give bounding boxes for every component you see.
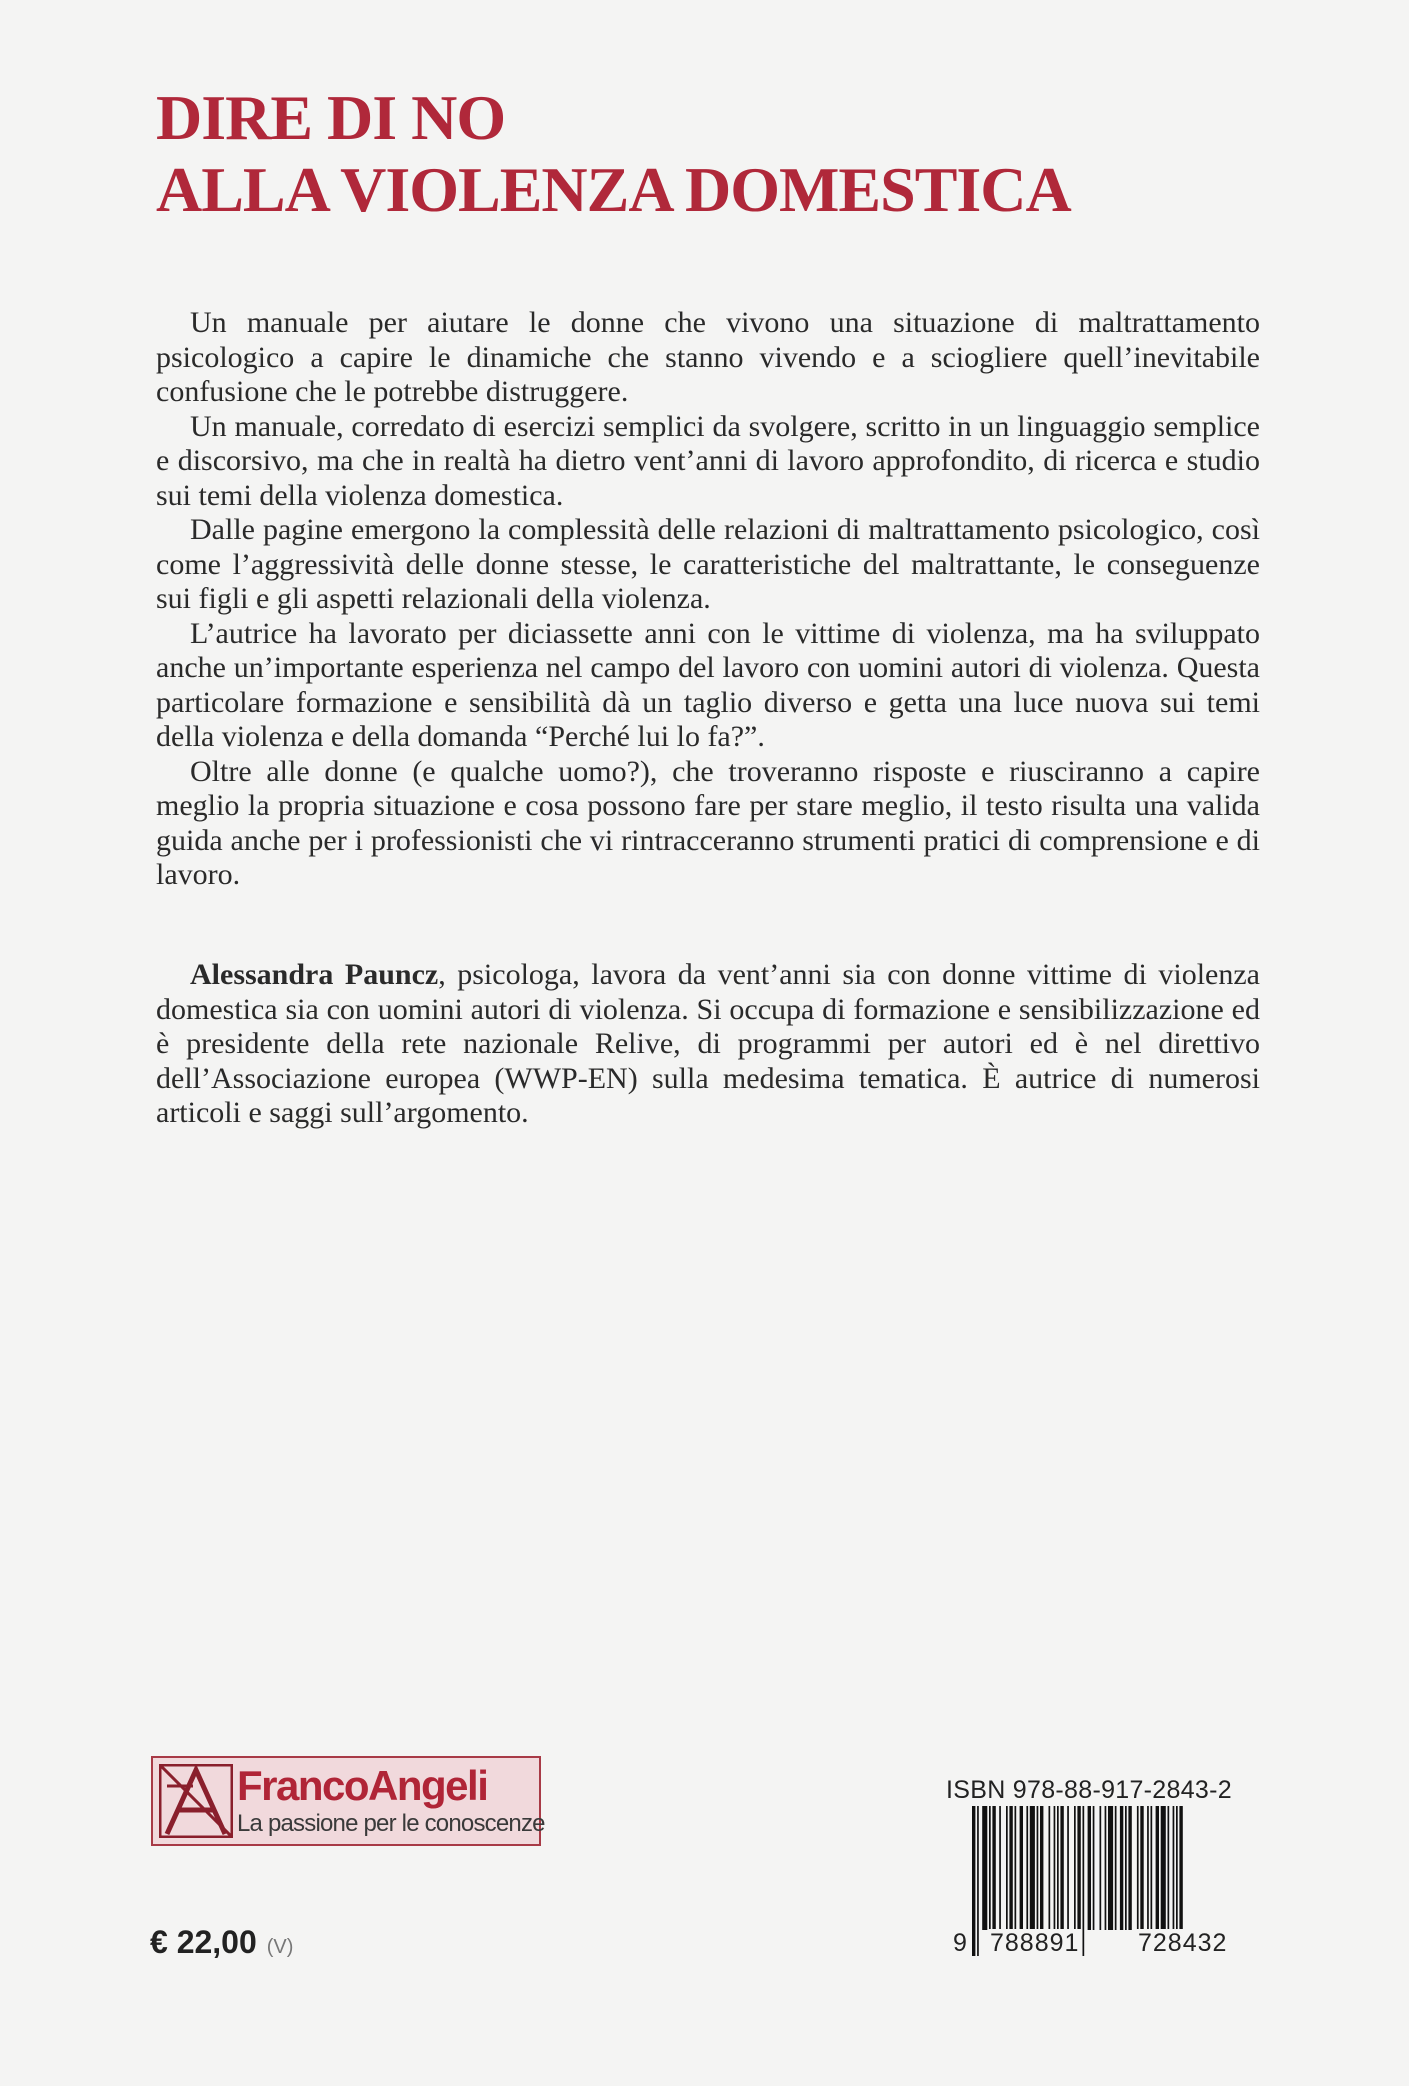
barcode-bar <box>1137 1806 1139 1930</box>
barcode-bar <box>1100 1806 1102 1930</box>
barcode-bar <box>1006 1806 1008 1930</box>
barcode-bar <box>1147 1806 1149 1930</box>
barcode-bar <box>1125 1806 1127 1930</box>
barcode-bar <box>1020 1806 1023 1930</box>
barcode-bar <box>1037 1806 1039 1930</box>
barcode-digits-group-1: 788891 <box>990 1929 1080 1957</box>
barcode-bar <box>1060 1806 1063 1930</box>
barcode-bar <box>1151 1806 1153 1930</box>
book-description <box>156 306 1260 893</box>
publisher-logo <box>151 1756 545 1846</box>
barcode-bar <box>1009 1806 1012 1930</box>
barcode-bar <box>1120 1806 1123 1930</box>
title-line-2: ALLA VIOLENZA DOMESTICA <box>156 154 1071 225</box>
barcode-bar <box>1054 1806 1056 1930</box>
barcode-bar <box>1105 1806 1107 1930</box>
barcode-bar <box>1161 1806 1166 1930</box>
author-bio-paragraph <box>156 958 1260 1131</box>
franco-angeli-monogram-icon <box>159 1764 233 1838</box>
publisher-name: FrancoAngeli <box>237 1762 488 1809</box>
publisher-tagline: La passione per le conoscenze <box>237 1810 545 1837</box>
barcode-bar <box>1093 1806 1095 1930</box>
author-bio-text: , psicologa, lavora da vent’anni sia con donne vittime di violenza domestica sia con uomini autori di violenza. Si occupa di formazione e sensibilizzazione ed è presidente della rete nazionale Relive, di programmi per autori ed è nel direttivo dell’Associazione europea (WWP-EN) sulla medesima tematica. È autrice di numerosi articoli e saggi sull’argomento. <box>156 958 1260 1129</box>
barcode-bar <box>1108 1806 1113 1930</box>
price-code: (V) <box>266 1936 294 1958</box>
price <box>150 1924 293 1961</box>
barcode-bar <box>1083 1806 1085 1956</box>
author-bio <box>156 958 1260 1131</box>
barcode-bar <box>1067 1806 1069 1930</box>
barcode-bar <box>1026 1806 1028 1930</box>
barcode-bar <box>1015 1806 1017 1930</box>
barcode-bar <box>1040 1806 1043 1930</box>
barcode-bar <box>1088 1806 1091 1930</box>
barcode-bar <box>1128 1806 1131 1930</box>
barcode-bar <box>972 1806 975 1956</box>
barcode-bar <box>1057 1806 1059 1930</box>
barcode-bar <box>1115 1806 1117 1930</box>
description-paragraph: Un manuale, corredato di esercizi semplici da svolgere, scritto in un linguaggio semplice e discorsivo, ma che in realtà ha dietro vent’anni di lavoro approfondito, di ricerca e studio sui temi della violenza domestica. <box>156 409 1260 512</box>
barcode-digits-group-2: 728432 <box>1138 1929 1228 1957</box>
barcode-bar <box>1030 1806 1035 1930</box>
barcode-bar <box>992 1806 995 1930</box>
isbn-label: ISBN 978-88-917-2843-2 <box>946 1776 1232 1804</box>
barcode-bar <box>1156 1806 1159 1930</box>
barcode-bar <box>977 1806 979 1956</box>
description-paragraph: L’autrice ha lavorato per diciassette anni con le vittime di violenza, ma ha sviluppato anche un’importante esperienza nel campo del lavoro con uomini autori di violenza. Questa particolare formazione e sensibilità dà un taglio diverso e getta una luce nuova sui temi della violenza e della domanda “Perché lui lo fa?”. <box>156 616 1260 753</box>
barcode-bar <box>1173 1806 1175 1930</box>
price-value: € 22,00 <box>150 1924 257 1960</box>
barcode-bar <box>999 1806 1001 1930</box>
barcode-bar <box>1140 1806 1143 1930</box>
author-name: Alessandra Pauncz <box>190 958 439 991</box>
description-paragraph: Dalle pagine emergono la complessità delle relazioni di maltrattamento psicologico, così come l’aggressività delle donne stesse, le caratteristiche del maltrattante, le conseguenze sui figli e gli aspetti relazionali della violenza. <box>156 513 1260 615</box>
book-title <box>156 82 1071 226</box>
barcode-digit-first: 9 <box>953 1929 968 1957</box>
barcode-bar <box>1168 1806 1170 1930</box>
barcode-bar <box>989 1806 991 1930</box>
description-paragraph: Un manuale per aiutare le donne che vivono una situazione di maltrattamento psicologico a capire le dinamiche che stanno vivendo e a sciogliere quell’inevitabile confusione che le potrebbe distruggere. <box>156 306 1260 408</box>
barcode-bar <box>1049 1806 1051 1930</box>
barcode-bar <box>1074 1806 1076 1930</box>
description-paragraph: Oltre alle donne (e qualche uomo?), che troveranno risposte e riusciranno a capire meglio la propria situazione e cosa possono fare per stare meglio, il testo risulta una valida guida anche per i professionisti che vi rintracceranno strumenti pratici di comprensione e di lavoro. <box>156 754 1260 891</box>
title-line-1: DIRE DI NO <box>156 82 506 153</box>
barcode-bar <box>982 1806 987 1930</box>
